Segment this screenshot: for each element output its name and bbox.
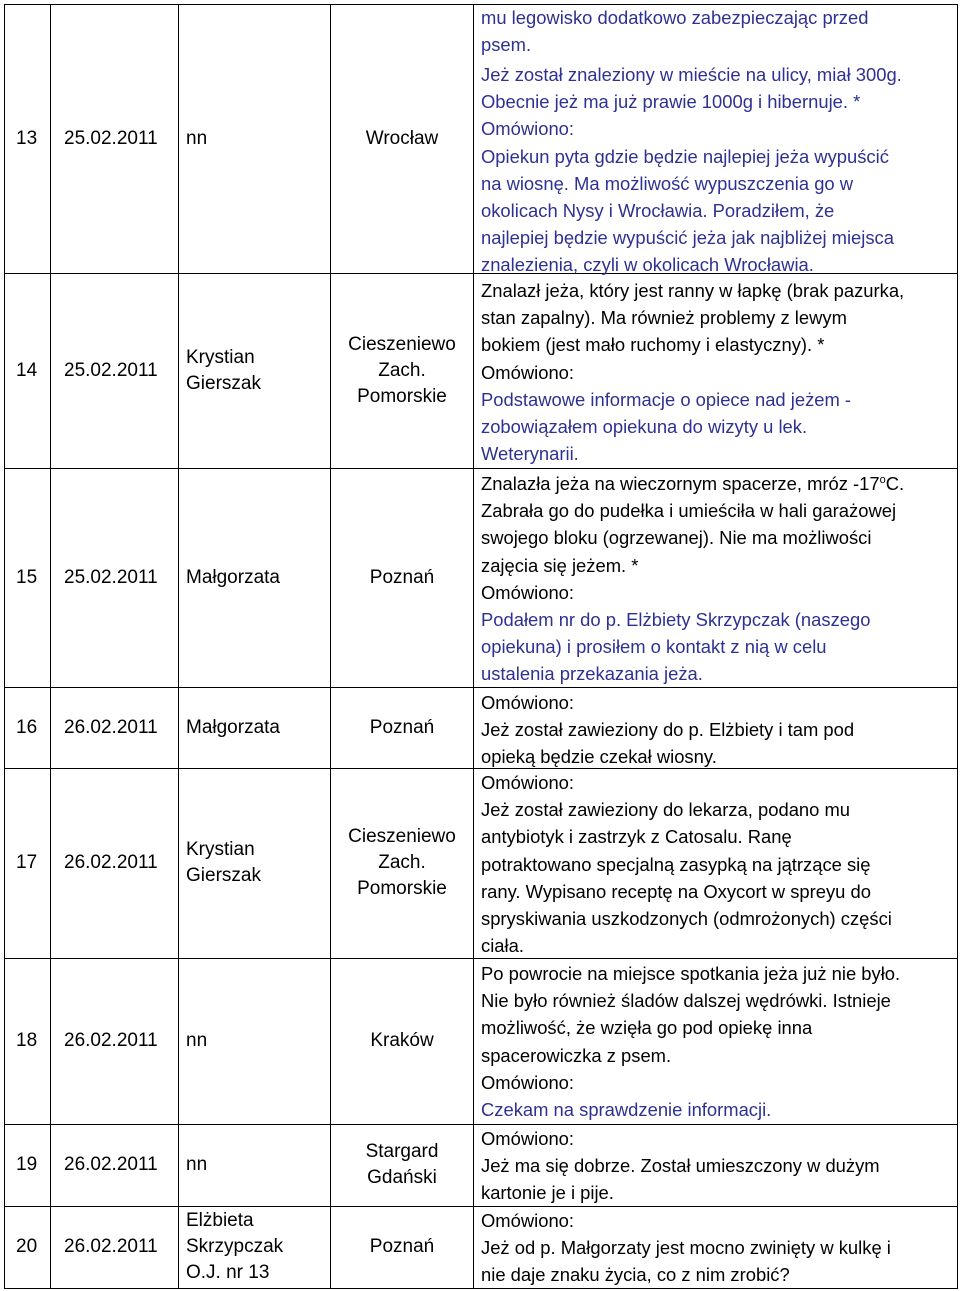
row-number [16, 273, 50, 468]
row-date-line: 26.02.2011 [64, 1030, 158, 1051]
description-line: mu legowisko dodatkowo zabezpieczając przed [481, 7, 869, 28]
row-place-line: Stargard [365, 1141, 439, 1162]
description-text: rany. Wypisano receptę na Oxycort w spreyu do [481, 880, 871, 902]
description-line [481, 689, 953, 716]
description-line [481, 251, 953, 278]
row-person-line: O.J. nr 13 [186, 1262, 270, 1283]
row-date [64, 468, 176, 687]
row-number [16, 768, 50, 958]
row-date-line: 26.02.2011 [64, 716, 158, 738]
description-line [481, 960, 953, 987]
description-text: Omówiono: [481, 1210, 575, 1231]
row-person-line: nn [186, 1030, 208, 1051]
description-line [481, 851, 953, 878]
row-number [16, 468, 50, 687]
description-text: Nie było również śladów dalszej wędrówki. Istnieje [481, 990, 891, 1012]
row-person [186, 468, 328, 687]
row-person [186, 4, 328, 273]
row-date-line: 25.02.2011 [64, 359, 158, 381]
row-date-line: 25.02.2011 [64, 566, 158, 588]
row-place [334, 468, 470, 687]
description-text: Podałem nr do p. Elżbiety Skrzypczak (naszego [481, 608, 871, 630]
description-text: Jeż został zawieziony do lekarza, podano mu [481, 799, 851, 821]
row-person-line: Małgorzata [186, 716, 280, 738]
row-place-line: Zach. [378, 852, 426, 873]
description-text: Jeż został zawieziony do p. Elżbiety i tam pod [481, 719, 855, 741]
row-description [481, 470, 953, 688]
row-number [16, 958, 50, 1124]
row-person-line: Gierszak [186, 865, 261, 886]
row-person-line: nn [186, 127, 208, 149]
description-line [481, 633, 953, 660]
description-line [481, 331, 953, 358]
description-line [481, 497, 953, 524]
description-text: opieką będzie czekał wiosny. [481, 746, 717, 768]
description-line [481, 716, 953, 743]
description-text: swojego bloku (ogrzewanej). Nie ma możliwości [481, 527, 872, 549]
row-person-line: nn [186, 1154, 208, 1175]
degree-superscript: o [879, 473, 886, 486]
row-person [186, 1124, 328, 1206]
description-text: znalezienia, czyli w okolicach Wrocławia. [481, 254, 814, 276]
description-text: stan zapalny). Ma również problemy z lewym [481, 307, 847, 329]
row-person [186, 687, 328, 768]
description-line [481, 823, 953, 850]
row-description [481, 61, 953, 279]
row-person [186, 958, 328, 1124]
row-date-line: 25.02.2011 [64, 127, 158, 149]
row-person [186, 768, 328, 958]
description-line [481, 1042, 953, 1069]
description-line [481, 88, 953, 115]
row-place-line: Pomorskie [357, 385, 447, 407]
description-line [481, 1014, 953, 1041]
description-text: Zabrała go do pudełka i umieściła w hali garażowej [481, 500, 897, 522]
description-text: najlepiej będzie wypuścić jeża jak najbliżej miejsca [481, 227, 894, 249]
description-line [481, 878, 953, 905]
table-column-divider [4, 4, 5, 1289]
description-text: Weterynarii. [481, 443, 579, 465]
table-column-divider [330, 4, 331, 1289]
row-person [186, 273, 328, 468]
description-line [481, 386, 953, 413]
row-date [64, 768, 176, 958]
row-number [16, 1124, 50, 1206]
row-place [334, 958, 470, 1124]
row-place [334, 273, 470, 468]
description-text: Omówiono: [481, 581, 575, 603]
description-line [481, 606, 953, 633]
description-text: Jeż został znaleziony w mieście na ulicy, miał 300g. [481, 64, 902, 85]
row-date [64, 273, 176, 468]
description-text: Omówiono: [481, 361, 575, 383]
row-number [16, 1206, 50, 1288]
row-number [16, 687, 50, 768]
row-description [481, 1207, 953, 1289]
continued-description [481, 4, 953, 58]
description-line [481, 932, 953, 959]
description-text: Omówiono: [481, 692, 575, 713]
description-line [481, 987, 953, 1014]
description-text: zobowiązałem opiekuna do wizyty u lek. [481, 415, 808, 437]
row-person-line: Małgorzata [186, 566, 280, 588]
description-line: psem. [481, 34, 532, 56]
row-description [481, 769, 953, 959]
description-line [481, 1234, 953, 1261]
description-line [481, 552, 953, 579]
description-text: ustalenia przekazania jeża. [481, 663, 703, 685]
row-place-line: Wrocław [365, 127, 439, 149]
row-person-line: Krystian [186, 839, 255, 860]
row-description [481, 277, 953, 467]
description-line [481, 61, 953, 88]
row-description [481, 689, 953, 771]
description-text: spryskiwania uszkodzonych (odmrożonych) części [481, 907, 892, 929]
row-date [64, 4, 176, 273]
row-number-line: 19 [16, 1154, 38, 1175]
row-number-line: 16 [16, 716, 38, 738]
description-line [481, 197, 953, 224]
row-description [481, 960, 953, 1123]
description-line [481, 170, 953, 197]
row-person-line: Skrzypczak [186, 1236, 284, 1257]
description-text: Opiekun pyta gdzie będzie najlepiej jeża wypuścić [481, 145, 889, 167]
description-text: zajęcia się jeżem. * [481, 554, 639, 576]
description-text: Omówiono: [481, 1071, 575, 1093]
row-number-line: 20 [16, 1236, 38, 1257]
table-column-divider [50, 4, 51, 1289]
table-column-divider [957, 4, 958, 1289]
description-line [481, 1152, 953, 1179]
description-text: Omówiono: [481, 118, 575, 140]
row-date [64, 1206, 176, 1288]
description-text: kartonie je i pije. [481, 1182, 614, 1204]
description-line [481, 1096, 953, 1123]
row-number-line: 18 [16, 1030, 38, 1051]
description-line [481, 1179, 953, 1206]
row-number-line: 13 [16, 127, 38, 149]
row-number-line: 15 [16, 566, 38, 588]
description-line [481, 470, 953, 497]
row-person-line: Gierszak [186, 372, 261, 394]
row-person-line: Krystian [186, 346, 255, 368]
description-text: Znalazł jeża, który jest ranny w łapkę (brak pazurka, [481, 280, 905, 301]
row-date [64, 1124, 176, 1206]
row-place-line: Pomorskie [357, 878, 447, 899]
row-place-line: Cieszeniewo [348, 333, 456, 355]
description-line [481, 743, 953, 770]
row-number-line: 14 [16, 359, 38, 381]
description-line [481, 1069, 953, 1096]
description-text: opiekuna) i prosiłem o kontakt z nią w celu [481, 636, 827, 658]
description-line [481, 796, 953, 823]
table-column-divider [473, 4, 474, 1289]
description-text: Podstawowe informacje o opiece nad jeżem - [481, 388, 852, 410]
description-line [481, 277, 953, 304]
row-place-line: Zach. [378, 359, 426, 381]
description-text: okolicach Nysy i Wrocławia. Poradziłem, że [481, 199, 835, 221]
description-text: Znalazła jeża na wieczornym spacerze, mróz -17 [481, 473, 880, 494]
row-place [334, 687, 470, 768]
description-text: Jeż ma się dobrze. Został umieszczony w dużym [481, 1155, 880, 1177]
row-place-line: Poznań [369, 716, 435, 738]
description-line [481, 359, 953, 386]
row-person-line: Elżbieta [186, 1210, 254, 1231]
description-text: potraktowano specjalną zasypką na jątrzące się [481, 853, 871, 875]
description-line [481, 440, 953, 467]
row-date-line: 26.02.2011 [64, 1154, 158, 1175]
description-text: Obecnie jeż ma już prawie 1000g i hibernuje. * [481, 91, 861, 113]
description-text: na wiosnę. Ma możliwość wypuszczenia go w [481, 172, 854, 194]
row-place-line: Poznań [369, 1236, 435, 1257]
description-line [481, 1207, 953, 1234]
row-place-line: Poznań [369, 566, 435, 588]
description-line [481, 579, 953, 606]
row-place-line: Kraków [370, 1030, 434, 1051]
row-place [334, 1206, 470, 1288]
description-line [481, 660, 953, 687]
description-line [481, 905, 953, 932]
description-text: Omówiono: [481, 772, 575, 793]
row-place-line: Cieszeniewo [348, 826, 456, 847]
row-date [64, 687, 176, 768]
table-column-divider [178, 4, 179, 1289]
row-number [16, 4, 50, 273]
description-text: Czekam na sprawdzenie informacji. [481, 1098, 772, 1120]
description-line [481, 115, 953, 142]
description-line [481, 1261, 953, 1288]
description-line [481, 304, 953, 331]
description-line [481, 1125, 953, 1152]
description-text: bokiem (jest mało ruchomy i elastyczny). * [481, 334, 825, 356]
row-place [334, 768, 470, 958]
row-person [186, 1206, 328, 1288]
description-text: spacerowiczka z psem. [481, 1044, 672, 1066]
row-date-line: 26.02.2011 [64, 852, 158, 873]
description-line [481, 524, 953, 551]
description-text: Po powrocie na miejsce spotkania jeża już nie było. [481, 963, 901, 984]
description-line [481, 143, 953, 170]
row-date-line: 26.02.2011 [64, 1236, 158, 1257]
description-text: nie daje znaku życia, co z nim zrobić? [481, 1264, 790, 1286]
description-text: antybiotyk i zastrzyk z Catosalu. Ranę [481, 826, 792, 848]
row-place [334, 1124, 470, 1206]
description-text: Jeż od p. Małgorzaty jest mocno zwinięty w kulkę i [481, 1237, 891, 1259]
row-date [64, 958, 176, 1124]
description-text: ciała. [481, 935, 524, 957]
row-number-line: 17 [16, 852, 38, 873]
row-place-line: Gdański [367, 1167, 437, 1188]
description-line [481, 769, 953, 796]
row-place [334, 4, 470, 273]
description-text: Omówiono: [481, 1128, 575, 1149]
description-text: możliwość, że wzięła go pod opiekę inna [481, 1017, 813, 1039]
description-text: C. [885, 473, 905, 494]
description-line [481, 413, 953, 440]
row-description [481, 1125, 953, 1207]
description-line [481, 224, 953, 251]
